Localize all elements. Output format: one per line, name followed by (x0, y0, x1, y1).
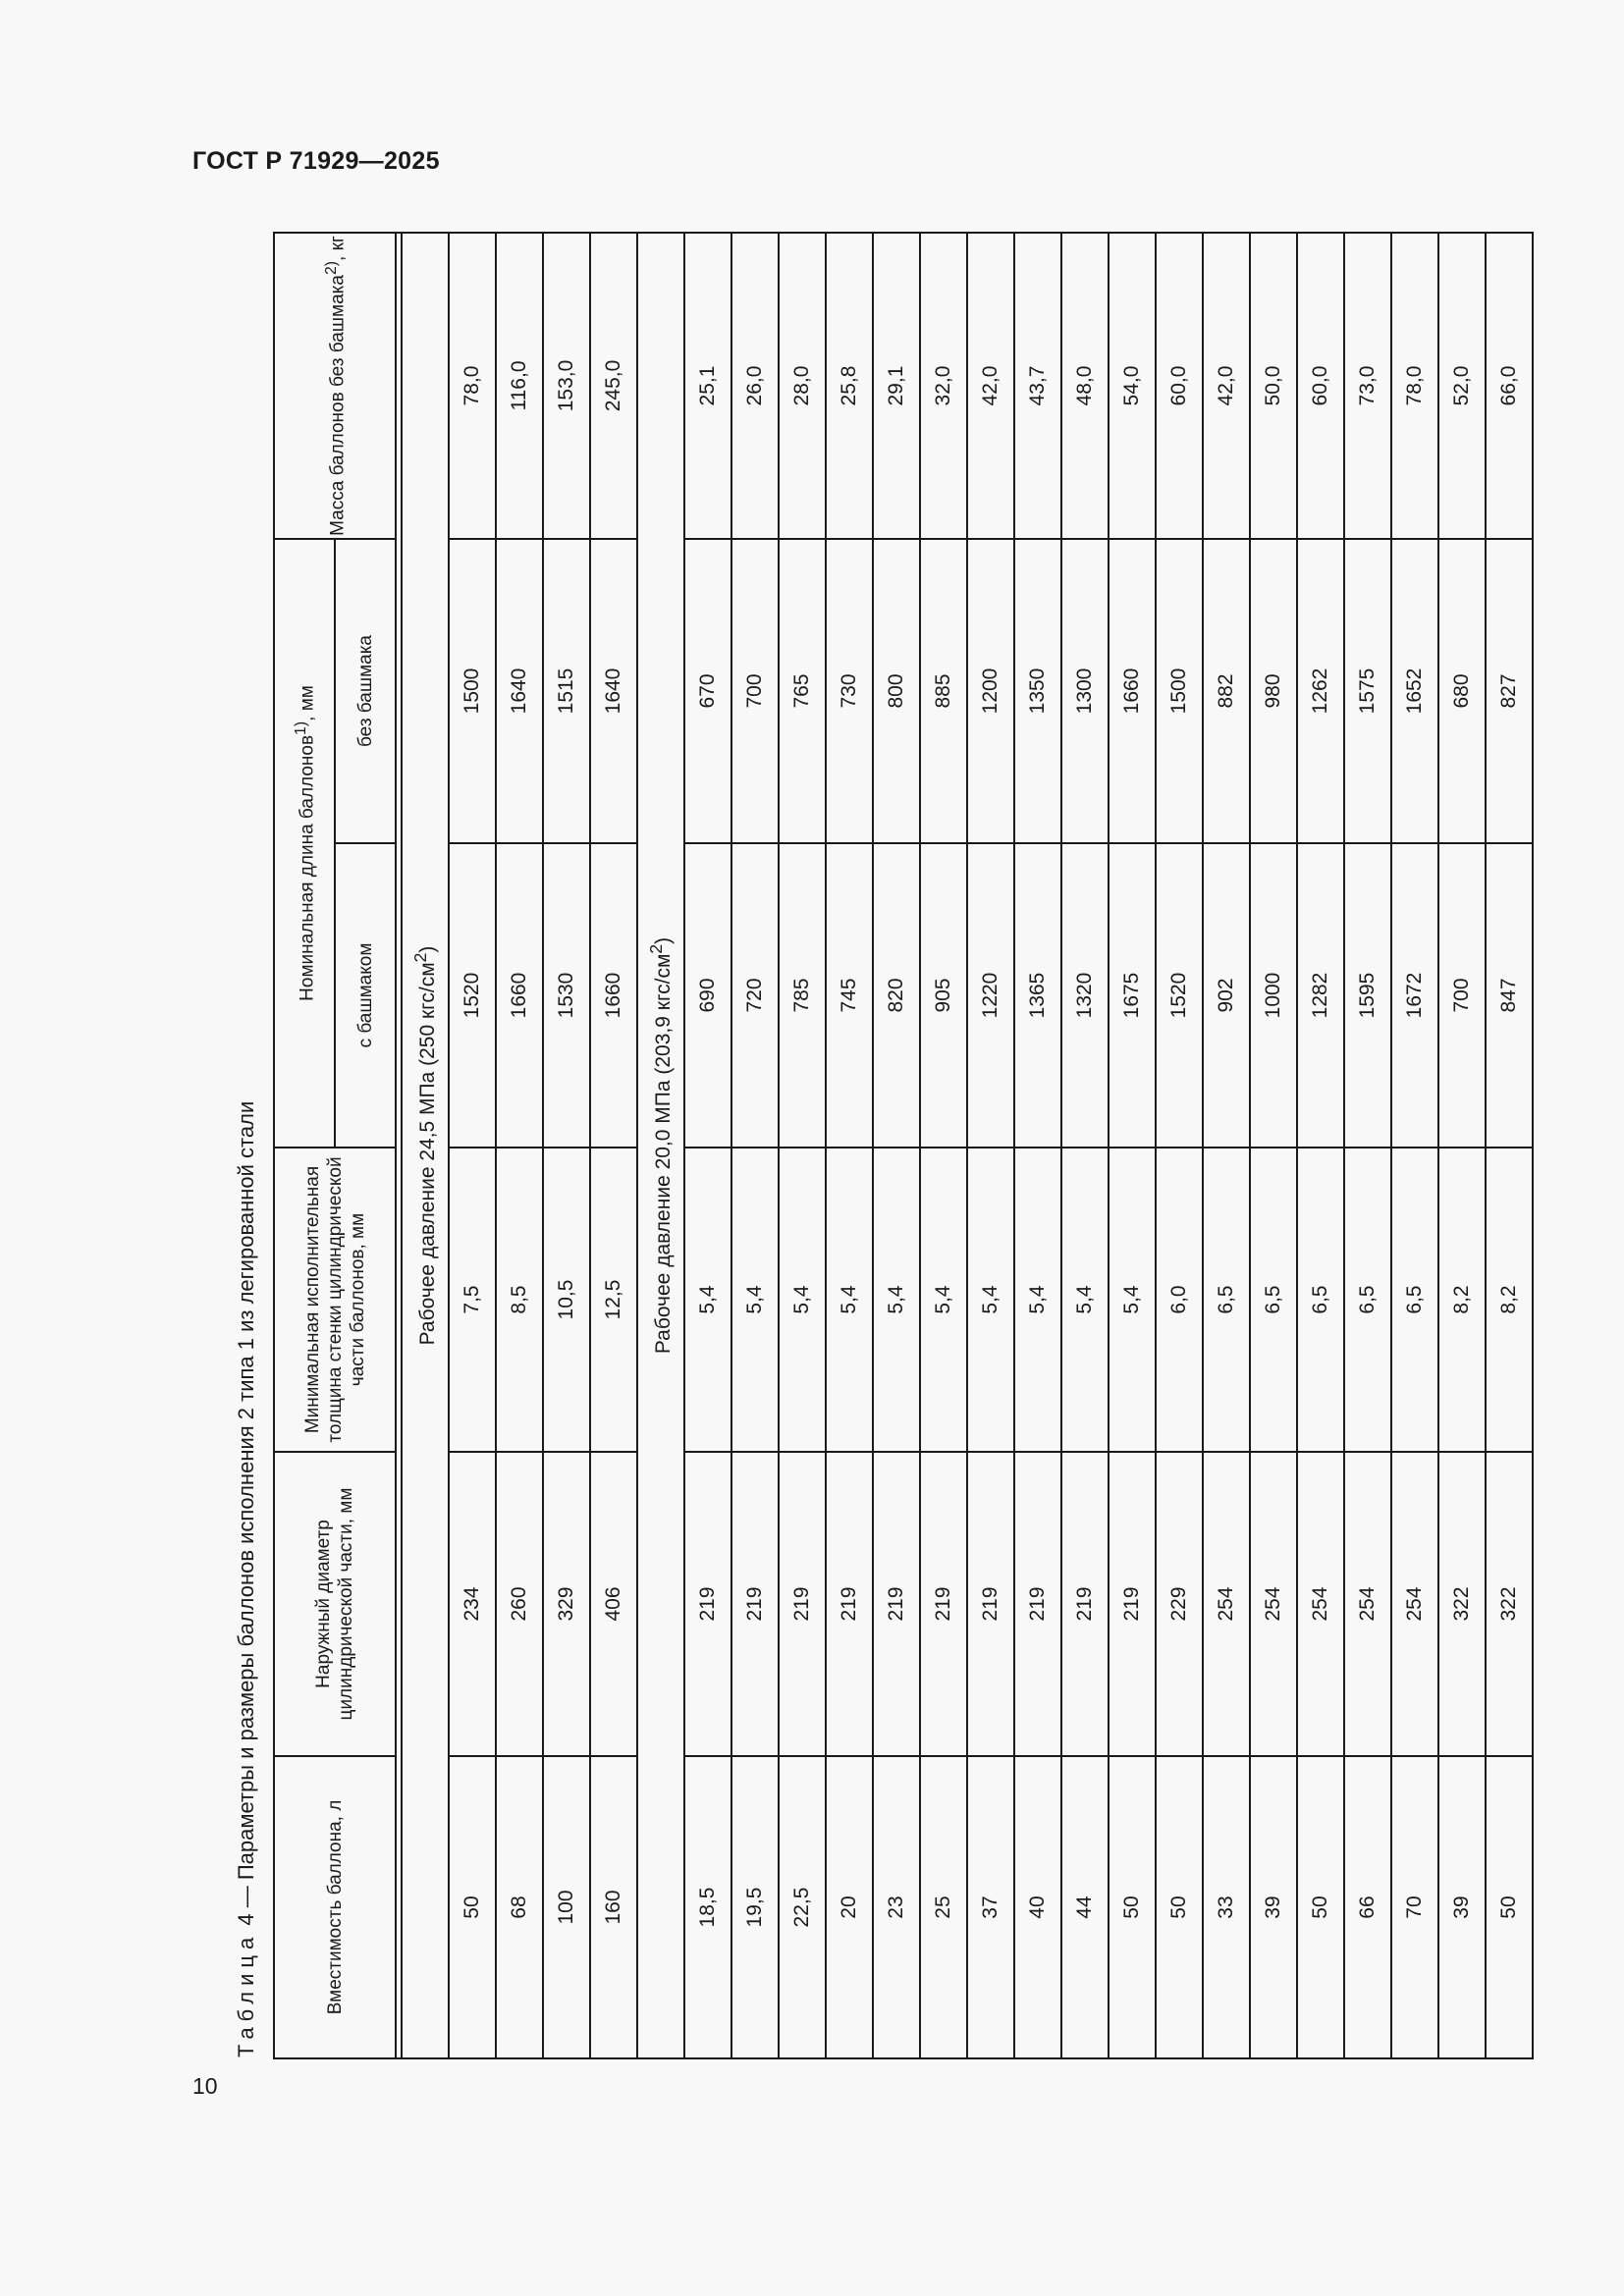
header-capacity: Вместимость баллона, л (274, 1756, 396, 2058)
table-row (1109, 233, 1156, 2058)
cell-length-without: 680 (1438, 539, 1486, 843)
table-row (543, 233, 590, 2058)
cell-capacity: 22,5 (779, 1756, 826, 2058)
table-row (873, 233, 920, 2058)
table-row (1344, 233, 1391, 2058)
cell-thickness: 5,4 (1109, 1148, 1156, 1452)
cell-thickness: 7,5 (449, 1148, 496, 1452)
cell-diameter: 219 (779, 1452, 826, 1756)
cell-mass: 50,0 (1250, 233, 1297, 539)
cell-diameter: 219 (1014, 1452, 1061, 1756)
table-row (1391, 233, 1438, 2058)
cell-thickness: 5,4 (920, 1148, 967, 1452)
cell-thickness: 5,4 (967, 1148, 1014, 1452)
cell-mass: 42,0 (967, 233, 1014, 539)
cell-capacity: 50 (1156, 1756, 1203, 2058)
cell-diameter: 260 (496, 1452, 543, 1756)
cell-length-without: 1660 (1109, 539, 1156, 843)
table-caption-prefix: Таблица (234, 1931, 258, 2057)
cell-thickness: 12,5 (590, 1148, 637, 1452)
cell-length-without: 765 (779, 539, 826, 843)
table-row (684, 233, 731, 2058)
cell-length-with: 1365 (1014, 843, 1061, 1148)
cell-length-without: 882 (1203, 539, 1250, 843)
table-row (449, 233, 496, 2058)
cell-thickness: 5,4 (684, 1148, 731, 1452)
cell-mass: 60,0 (1297, 233, 1344, 539)
section-title-text: Рабочее давление 20,0 МПа (203,9 кгс/см (652, 953, 675, 1355)
cell-mass: 73,0 (1344, 233, 1391, 539)
cell-mass: 43,7 (1014, 233, 1061, 539)
cell-diameter: 254 (1391, 1452, 1438, 1756)
cell-thickness: 5,4 (1014, 1148, 1061, 1452)
table-row (920, 233, 967, 2058)
cell-length-without: 1640 (590, 539, 637, 843)
cell-length-without: 700 (731, 539, 779, 843)
table-row (967, 233, 1014, 2058)
cell-mass: 32,0 (920, 233, 967, 539)
cell-capacity: 40 (1014, 1756, 1061, 2058)
cell-length-without: 800 (873, 539, 920, 843)
table-row (1061, 233, 1109, 2058)
cell-thickness: 6,5 (1391, 1148, 1438, 1452)
cell-thickness: 5,4 (1061, 1148, 1109, 1452)
section-title-superscript: 2 (646, 943, 666, 954)
cell-mass: 78,0 (449, 233, 496, 539)
cell-thickness: 10,5 (543, 1148, 590, 1452)
cell-diameter: 329 (543, 1452, 590, 1756)
cell-length-without: 670 (684, 539, 731, 843)
cell-length-with: 1595 (1344, 843, 1391, 1148)
header-length-without-shoe: без башмака (335, 539, 396, 843)
cell-length-without: 1262 (1297, 539, 1344, 843)
cell-capacity: 44 (1061, 1756, 1109, 2058)
cell-length-with: 902 (1203, 843, 1250, 1148)
cell-length-without: 1350 (1014, 539, 1061, 843)
document-header: ГОСТ Р 71929—2025 (192, 147, 440, 175)
table-row (1156, 233, 1203, 2058)
cell-length-without: 980 (1250, 539, 1297, 843)
table-row (1486, 233, 1533, 2058)
section-header-row (637, 233, 684, 2058)
cell-diameter: 406 (590, 1452, 637, 1756)
cell-capacity: 39 (1438, 1756, 1486, 2058)
cell-diameter: 322 (1486, 1452, 1533, 1756)
cell-capacity: 20 (826, 1756, 873, 2058)
cell-capacity: 18,5 (684, 1756, 731, 2058)
cell-length-with: 905 (920, 843, 967, 1148)
cell-mass: 54,0 (1109, 233, 1156, 539)
cell-mass: 52,0 (1438, 233, 1486, 539)
cell-mass: 153,0 (543, 233, 590, 539)
table-row (1203, 233, 1250, 2058)
header-mass-label: Масса баллонов без башмака (327, 275, 349, 536)
cell-diameter: 219 (873, 1452, 920, 1756)
cell-length-with: 847 (1486, 843, 1533, 1148)
cell-length-with: 690 (684, 843, 731, 1148)
cell-capacity: 100 (543, 1756, 590, 2058)
section-title-superscript: 2 (410, 952, 430, 963)
cell-length-with: 1220 (967, 843, 1014, 1148)
cell-mass: 25,1 (684, 233, 731, 539)
header-row-1 (274, 233, 335, 2058)
cell-diameter: 322 (1438, 1452, 1486, 1756)
cell-diameter: 254 (1297, 1452, 1344, 1756)
cell-length-with: 1282 (1297, 843, 1344, 1148)
cell-length-with: 1000 (1250, 843, 1297, 1148)
cell-thickness: 8,5 (496, 1148, 543, 1452)
cell-length-without: 1640 (496, 539, 543, 843)
cell-mass: 42,0 (1203, 233, 1250, 539)
cell-diameter: 234 (449, 1452, 496, 1756)
cell-length-with: 1530 (543, 843, 590, 1148)
header-mass-footnote-mark: 2) (323, 260, 341, 276)
cell-capacity: 50 (449, 1756, 496, 2058)
cell-length-without: 1300 (1061, 539, 1109, 843)
cell-mass: 245,0 (590, 233, 637, 539)
table-body (396, 233, 1533, 2058)
cell-mass: 78,0 (1391, 233, 1438, 539)
table-row (826, 233, 873, 2058)
cell-length-without: 1500 (449, 539, 496, 843)
cell-length-with: 700 (1438, 843, 1486, 1148)
cell-capacity: 39 (1250, 1756, 1297, 2058)
cell-length-without: 1515 (543, 539, 590, 843)
cell-diameter: 219 (684, 1452, 731, 1756)
cell-capacity: 50 (1109, 1756, 1156, 2058)
cell-thickness: 6,0 (1156, 1148, 1203, 1452)
cell-capacity: 66 (1344, 1756, 1391, 2058)
cell-length-with: 1660 (496, 843, 543, 1148)
header-thickness: Минимальная исполнительная толщина стенки цилиндрической части баллонов, мм (274, 1148, 396, 1452)
header-length-group-label: Номинальная длина баллонов (297, 734, 318, 1001)
table-row (1014, 233, 1061, 2058)
cell-diameter: 219 (920, 1452, 967, 1756)
cell-mass: 26,0 (731, 233, 779, 539)
cell-diameter: 219 (826, 1452, 873, 1756)
cell-mass: 29,1 (873, 233, 920, 539)
table-row (590, 233, 637, 2058)
cell-mass: 66,0 (1486, 233, 1533, 539)
cell-diameter: 219 (1061, 1452, 1109, 1756)
cell-capacity: 68 (496, 1756, 543, 2058)
cell-diameter: 219 (1109, 1452, 1156, 1756)
cylinder-parameters-table (273, 232, 1534, 2059)
cell-length-without: 1575 (1344, 539, 1391, 843)
cell-thickness: 5,4 (779, 1148, 826, 1452)
header-mass-unit: , кг (327, 236, 349, 261)
cell-diameter: 229 (1156, 1452, 1203, 1756)
cell-thickness: 5,4 (731, 1148, 779, 1452)
cell-thickness: 8,2 (1438, 1148, 1486, 1452)
table-row (1438, 233, 1486, 2058)
cell-mass: 116,0 (496, 233, 543, 539)
cell-diameter: 254 (1250, 1452, 1297, 1756)
cell-length-with: 820 (873, 843, 920, 1148)
table-caption (228, 234, 273, 2059)
table-row (1297, 233, 1344, 2058)
cell-diameter: 219 (731, 1452, 779, 1756)
cell-mass: 60,0 (1156, 233, 1203, 539)
header-mass (274, 233, 396, 539)
cell-thickness: 5,4 (873, 1148, 920, 1452)
cell-length-with: 1672 (1391, 843, 1438, 1148)
cell-mass: 28,0 (779, 233, 826, 539)
cell-length-without: 1200 (967, 539, 1014, 843)
section-title-end: ) (416, 945, 439, 953)
cell-length-with: 1320 (1061, 843, 1109, 1148)
table-row (731, 233, 779, 2058)
cell-length-with: 785 (779, 843, 826, 1148)
cell-capacity: 33 (1203, 1756, 1250, 2058)
cell-length-with: 1675 (1109, 843, 1156, 1148)
cell-length-with: 1520 (449, 843, 496, 1148)
cell-thickness: 8,2 (1486, 1148, 1533, 1452)
cell-mass: 48,0 (1061, 233, 1109, 539)
cell-capacity: 50 (1297, 1756, 1344, 2058)
section-title (637, 233, 684, 2058)
cell-diameter: 254 (1203, 1452, 1250, 1756)
cell-thickness: 6,5 (1297, 1148, 1344, 1452)
header-length-group (274, 539, 335, 1148)
section-title-text: Рабочее давление 24,5 МПа (250 кгс/см (416, 962, 439, 1346)
cell-length-without: 827 (1486, 539, 1533, 843)
page-number: 10 (192, 2073, 218, 2099)
cell-thickness: 6,5 (1203, 1148, 1250, 1452)
cell-capacity: 25 (920, 1756, 967, 2058)
cell-mass: 25,8 (826, 233, 873, 539)
cell-length-without: 1652 (1391, 539, 1438, 843)
cell-diameter: 219 (967, 1452, 1014, 1756)
cell-thickness: 5,4 (826, 1148, 873, 1452)
section-title (402, 233, 449, 2058)
table-row (1250, 233, 1297, 2058)
header-diameter: Наружный диаметр цилиндрической части, мм (274, 1452, 396, 1756)
section-header-row (402, 233, 449, 2058)
cell-capacity: 160 (590, 1756, 637, 2058)
cell-length-with: 1660 (590, 843, 637, 1148)
section-title-end: ) (652, 936, 675, 944)
cell-length-with: 720 (731, 843, 779, 1148)
cell-length-without: 885 (920, 539, 967, 843)
cell-capacity: 50 (1486, 1756, 1533, 2058)
cell-thickness: 6,5 (1344, 1148, 1391, 1452)
cell-thickness: 6,5 (1250, 1148, 1297, 1452)
cell-length-with: 745 (826, 843, 873, 1148)
table-caption-text: 4 — Параметры и размеры баллонов исполнения 2 типа 1 из легированной стали (234, 1100, 258, 1926)
cell-diameter: 254 (1344, 1452, 1391, 1756)
header-length-group-unit: , мм (297, 685, 318, 721)
cell-length-with: 1520 (1156, 843, 1203, 1148)
cell-capacity: 23 (873, 1756, 920, 2058)
table-row (496, 233, 543, 2058)
cell-length-without: 1500 (1156, 539, 1203, 843)
cell-length-without: 730 (826, 539, 873, 843)
header-length-with-shoe: с башмаком (335, 843, 396, 1148)
cell-capacity: 70 (1391, 1756, 1438, 2058)
header-length-footnote-mark: 1) (293, 721, 310, 735)
table-row (779, 233, 826, 2058)
cell-capacity: 19,5 (731, 1756, 779, 2058)
cell-capacity: 37 (967, 1756, 1014, 2058)
rotated-table-block (228, 234, 1534, 2059)
